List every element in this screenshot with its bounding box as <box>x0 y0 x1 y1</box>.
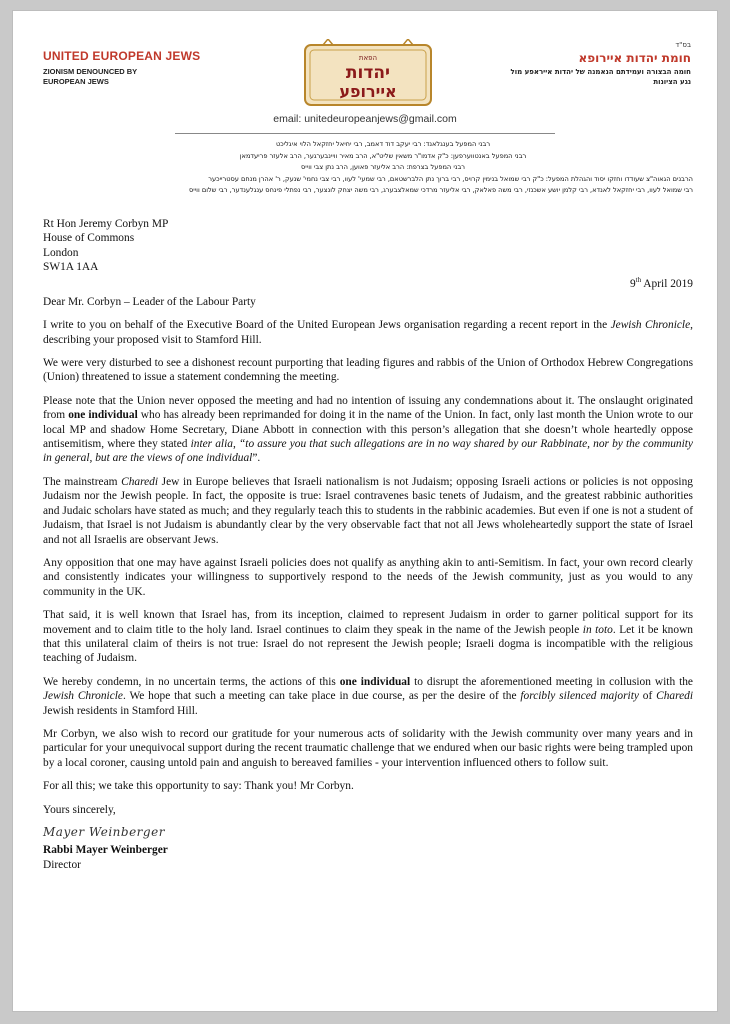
handwritten-signature: Mayer Weinberger <box>43 825 165 840</box>
paragraph: I write to you on behalf of the Executive Board of the United European Jews organisation regarding a recent report in the Jewish Chronicle, describing your proposed visit to Stamford Hill. <box>43 319 693 346</box>
he-org-tagline: חומה הבצורה ועמידתם הנאמנה של יהדות אייראפע מול נגע הציונות <box>510 68 691 86</box>
signer-name: Rabbi Mayer Weinberger <box>43 844 168 857</box>
paragraph: Any opposition that one may have against Israeli policies does not qualify as anything akin to anti-Semitism. In fact, your own record clearly and consistently indicates your willingness to supportively respond to the needs of the Jewish community, just as you would to any community in the UK. <box>43 556 693 598</box>
rabbis-line: רבני המפעל באנטווערפען: כ"ק אדמו"ר משאין שליט"א, הרב מאיר וויינבערגער, הרב אלעזר פריעדמאן <box>239 151 527 160</box>
letterhead-hebrew <box>501 41 691 87</box>
paragraph: For all this; we take this opportunity to say: Thank you! Mr Corbyn. <box>43 780 354 793</box>
he-org-name: חומת יהדות איירופא <box>578 51 691 65</box>
letter-page <box>12 10 718 1012</box>
rabbis-list <box>73 139 693 197</box>
rabbis-line: הרבנים הגאוה"צ שעודדו וחזקו יסוד והגהלת המפעל: כ"ק רבי שמואל בנימין קרויס, רבי ברוך נתן הלברשטאם, רבי שמעי' לעוו, רבי צבי נחמי' שנעק, ר' אהרן מנחם עסטרייכער <box>208 174 693 183</box>
logo-small-text: הפאת <box>358 54 378 62</box>
letterhead-english <box>43 49 200 87</box>
address-line: London <box>43 246 79 259</box>
logo-line-2: איירופע <box>339 82 397 101</box>
address-line: SW1A 1AA <box>43 261 99 274</box>
address-line: Rt Hon Jeremy Corbyn MP <box>43 218 169 230</box>
paragraph: That said, it is well known that Israel has, from its inception, claimed to represent Judaism in order to garner political support for its movement and to claim title to the holy land. Israel continues to claim they speak in the name of the Jewish people in toto. Let it be known that this unilateral claim of theirs is not true: Israel do not represent the Jewish people; Israeli dogma is incompatible with the religious teaching of Judaism. <box>43 609 693 665</box>
header-divider <box>175 133 555 134</box>
paragraph: Mr Corbyn, we also wish to record our gratitude for your numerous acts of solidarity with the Jewish community over many years and in particular for your unequivocal support during the recent traumatic challenge that we endured when our basic rights were being trampled upon by a local coroner, causing untold pain and anguish to bereaved families - your intervention influenced others to follow suit. <box>43 727 693 769</box>
salutation: Dear Mr. Corbyn – Leader of the Labour Party <box>43 295 256 308</box>
contact-email: email: unitedeuropeanjews@gmail.com <box>273 113 457 125</box>
letter-body <box>43 217 693 872</box>
recipient-address <box>43 217 693 275</box>
paragraph: The mainstream Charedi Jew in Europe believes that Israeli nationalism is not Judaism; opposing Israeli actions or policies is not opposing Judaism nor the Jewish people. In fact, the opposite is true: Israel contravenes basic tenets of Judaism, and the greatest rabbinic authorities and Judaic scholars have stated as much; and they regularly teach this to students in the rabbinic academies. But even if one is not a student of Judaism, that Israel is not Judaism is abundantly clear by the very observable fact that not all Jews wholeheartedly support the state of Israel and not all Israelis are observant Jews. <box>43 475 693 546</box>
organization-logo <box>303 39 433 109</box>
he-top-mark: בס"ד <box>675 41 691 49</box>
rabbis-line: רבני המפעל בצרפת: הרב אליעזר פאוען, הרב נתן צבי ווייס <box>301 163 465 171</box>
closing: Yours sincerely, <box>43 803 116 816</box>
paragraph: We were very disturbed to see a dishonest recount purporting that leading figures and rabbis of the Union of Orthodox Hebrew Congregations (Union) threatened to issue a statement condemning the meeting. <box>43 357 693 384</box>
logo-line-1: יהדות <box>345 63 391 83</box>
paragraph: Please note that the Union never opposed the meeting and had no intention of issuing any condemnations about it. The onslaught originated from one individual who has already been reprimanded for doing it in the name of the Union. In fact, only last month the Union wrote to our local MP and shadow Home Secretary, Diane Abbott in connection with this person’s allegation that she doesn’t whole heartedly oppose antisemitism, where they stated inter alia, “to assure you that such allegations are in no way shared by our Rabbinate, nor by the community in general, but are the views of one individual”. <box>43 394 693 465</box>
signer-title: Director <box>43 858 81 871</box>
org-name: UNITED EUROPEAN JEWS <box>43 49 201 63</box>
address-line: House of Commons <box>43 232 135 245</box>
rabbis-line: רבי שמואל לעוו, רבי יחזקאל לאנדא, רבי קלמן יושע אשכנזי, רבי משה פאלאק, רבי אליעזר מרדכי שמאלצבערג, רבי משה יצחק לונצער, רבי נפתלי פינחס ענגלענדער, רבי שלום ווייס <box>188 186 693 194</box>
rabbis-line: רבני המפעל בענגלאנד: רבי יעקב דוד דאמב, רבי יחיאל יחזקאל הלוי איגליכט <box>275 140 491 148</box>
paragraph: We hereby condemn, in no uncertain terms, the actions of this one individual to disrupt the aforementioned meeting in collusion with the Jewish Chronicle. We hope that such a meeting can take place in due course, as per the desire of the forcibly silenced majority of Charedi Jewish residents in Stamford Hill. <box>43 675 694 717</box>
org-tagline: ZIONISM DENOUNCED BY EUROPEAN JEWS <box>43 67 138 86</box>
letter-date: 9th April 2019 <box>629 275 693 290</box>
